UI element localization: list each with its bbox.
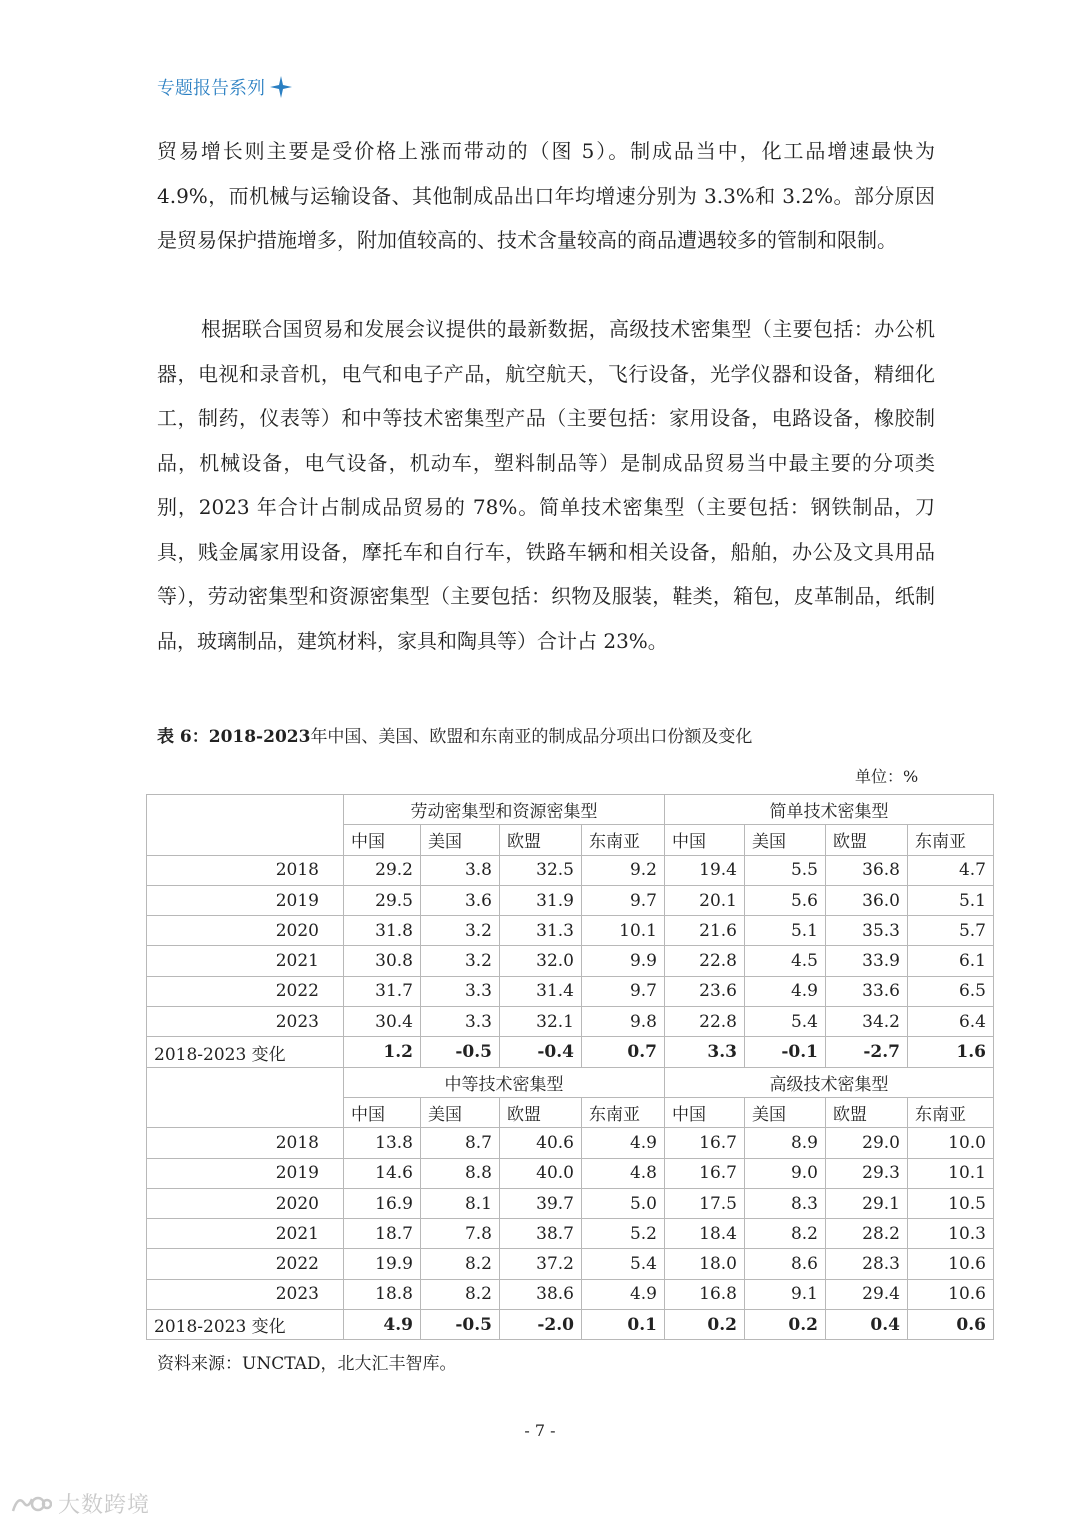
table-value-cell: 9.2 [582, 855, 665, 885]
table-value-cell: 33.6 [826, 976, 908, 1006]
table-group-header: 简单技术密集型 [665, 795, 994, 825]
table-value-cell: 9.7 [582, 885, 665, 915]
table-change-value: -2.7 [826, 1037, 908, 1067]
table-change-value: -0.1 [745, 1037, 826, 1067]
table-value-cell: 30.4 [344, 1007, 421, 1037]
table-value-cell: 4.8 [582, 1158, 665, 1188]
table-group-header: 中等技术密集型 [344, 1067, 665, 1097]
table-value-cell: 38.6 [500, 1279, 582, 1309]
table-value-cell: 5.4 [582, 1249, 665, 1279]
table-row [147, 916, 994, 946]
table-region-header: 中国 [344, 1097, 421, 1127]
table-value-cell: 40.0 [500, 1158, 582, 1188]
table-value-cell: 21.6 [665, 916, 745, 946]
table-value-cell: 4.9 [582, 1279, 665, 1309]
table-change-value: 0.2 [745, 1310, 826, 1340]
table-value-cell: 8.3 [745, 1188, 826, 1218]
series-title: 专题报告系列 [157, 78, 265, 99]
table-corner-cell [147, 825, 344, 855]
table-value-cell: 8.6 [745, 1249, 826, 1279]
table-value-cell: 5.6 [745, 885, 826, 915]
table-year-cell: 2018 [147, 1128, 344, 1158]
table-change-value: 0.4 [826, 1310, 908, 1340]
table-region-header: 欧盟 [500, 825, 582, 855]
table-value-cell: 28.3 [826, 1249, 908, 1279]
table-value-cell: 18.4 [665, 1219, 745, 1249]
table-value-cell: 38.7 [500, 1219, 582, 1249]
table-value-cell: 14.6 [344, 1158, 421, 1188]
table-year-cell: 2019 [147, 885, 344, 915]
table-row [147, 855, 994, 885]
table-value-cell: 8.2 [421, 1279, 500, 1309]
table-value-cell: 19.9 [344, 1249, 421, 1279]
table-value-cell: 13.8 [344, 1128, 421, 1158]
table-region-header: 美国 [421, 1097, 500, 1127]
table-row [147, 885, 994, 915]
table-row [147, 1219, 994, 1249]
report-series-header [157, 74, 293, 100]
table-region-header-row [147, 825, 994, 855]
table-value-cell: 5.1 [908, 885, 994, 915]
table-value-cell: 16.9 [344, 1188, 421, 1218]
table-value-cell: 36.8 [826, 855, 908, 885]
table-value-cell: 28.2 [826, 1219, 908, 1249]
table-value-cell: 33.9 [826, 946, 908, 976]
table-region-header: 欧盟 [500, 1097, 582, 1127]
table-region-header: 欧盟 [826, 1097, 908, 1127]
table-value-cell: 6.1 [908, 946, 994, 976]
table-value-cell: 8.2 [745, 1219, 826, 1249]
table-change-value: 0.6 [908, 1310, 994, 1340]
table-value-cell: 30.8 [344, 946, 421, 976]
table-region-header: 美国 [745, 825, 826, 855]
table-row [147, 1249, 994, 1279]
table-row [147, 1279, 994, 1309]
watermark-text: 大数跨境 [58, 1493, 151, 1518]
table-value-cell: 8.2 [421, 1249, 500, 1279]
table-value-cell: 22.8 [665, 946, 745, 976]
table-value-cell: 3.2 [421, 946, 500, 976]
table-region-header: 美国 [421, 825, 500, 855]
table-group-header: 劳动密集型和资源密集型 [344, 795, 665, 825]
table-value-cell: 3.3 [421, 976, 500, 1006]
table-value-cell: 34.2 [826, 1007, 908, 1037]
body-paragraph-2: 根据联合国贸易和发展会议提供的最新数据，高级技术密集型（主要包括：办公机器，电视和录音机，电气和电子产品，航空航天，飞行设备，光学仪器和设备，精细化工，制药，仪表等）和中等技术密集型产品（主要包括：家用设备，电路设备，橡胶制品，机械设备，电气设备，机动车，塑料制品等）是制成品贸易当中最主要的分项类别，2023 年合计占制成品贸易的 78%。简单技术密集型（主要包括：钢铁制品，刀具，贱金属家用设备，摩托车和自行车，铁路车辆和相关设备，船舶，办公及文具用品等），劳动密集型和资源密集型（主要包括：织物及服装，鞋类，箱包，皮革制品，纸制品，玻璃制品，建筑材料，家具和陶具等）合计占 23%。 [157, 317, 935, 653]
table-value-cell: 5.1 [745, 916, 826, 946]
table-change-row [147, 1037, 994, 1067]
table-value-cell: 3.3 [421, 1007, 500, 1037]
table-change-value: -0.5 [421, 1310, 500, 1340]
table-value-cell: 4.5 [745, 946, 826, 976]
watermark-logo-icon [10, 1491, 52, 1517]
table-corner-cell [147, 795, 344, 825]
table-year-cell: 2020 [147, 1188, 344, 1218]
table-value-cell: 29.3 [826, 1158, 908, 1188]
table-year-cell: 2018 [147, 855, 344, 885]
table-row [147, 1158, 994, 1188]
table-value-cell: 4.9 [745, 976, 826, 1006]
table-value-cell: 8.8 [421, 1158, 500, 1188]
table-value-cell: 18.7 [344, 1219, 421, 1249]
table-value-cell: 23.6 [665, 976, 745, 1006]
table-value-cell: 3.6 [421, 885, 500, 915]
table-change-value: 4.9 [344, 1310, 421, 1340]
table-region-header: 中国 [344, 825, 421, 855]
body-paragraph-1: 贸易增长则主要是受价格上涨而带动的（图 5）。制成品当中，化工品增速最快为 4.9%，而机械与运输设备、其他制成品出口年均增速分别为 3.3%和 3.2%。部分原因是贸易保护措施增多，附加值较高的、技术含量较高的商品遭遇较多的管制和限制。 [157, 139, 935, 252]
table-value-cell: 32.1 [500, 1007, 582, 1037]
table-value-cell: 20.1 [665, 885, 745, 915]
export-share-table [146, 794, 994, 1340]
table-value-cell: 10.5 [908, 1188, 994, 1218]
table-value-cell: 29.0 [826, 1128, 908, 1158]
table-value-cell: 31.8 [344, 916, 421, 946]
table-value-cell: 5.4 [745, 1007, 826, 1037]
table-value-cell: 8.9 [745, 1128, 826, 1158]
table-value-cell: 18.8 [344, 1279, 421, 1309]
table-value-cell: 16.7 [665, 1128, 745, 1158]
table-row [147, 1128, 994, 1158]
table-value-cell: 3.2 [421, 916, 500, 946]
watermark [10, 1488, 150, 1519]
table-value-cell: 8.7 [421, 1128, 500, 1158]
table-row [147, 1188, 994, 1218]
table-change-value: 0.1 [582, 1310, 665, 1340]
table-value-cell: 35.3 [826, 916, 908, 946]
table-region-header: 东南亚 [908, 825, 994, 855]
table-value-cell: 10.1 [582, 916, 665, 946]
table-source: 资料来源：UNCTAD，北大汇丰智库。 [157, 1354, 457, 1374]
table-value-cell: 32.0 [500, 946, 582, 976]
table-change-value: -2.0 [500, 1310, 582, 1340]
table-change-value: 0.7 [582, 1037, 665, 1067]
table-value-cell: 4.9 [582, 1128, 665, 1158]
table-value-cell: 40.6 [500, 1128, 582, 1158]
table-value-cell: 7.8 [421, 1219, 500, 1249]
table-value-cell: 31.7 [344, 976, 421, 1006]
table-region-header: 欧盟 [826, 825, 908, 855]
unit-label: 单位：% [855, 767, 919, 786]
table-value-cell: 5.2 [582, 1219, 665, 1249]
table-caption-label: 表 6：2018-2023 [157, 727, 311, 747]
table-value-cell: 10.6 [908, 1279, 994, 1309]
table-value-cell: 39.7 [500, 1188, 582, 1218]
table-value-cell: 36.0 [826, 885, 908, 915]
table-year-cell: 2023 [147, 1007, 344, 1037]
table-change-value: -0.4 [500, 1037, 582, 1067]
table-change-value: 1.6 [908, 1037, 994, 1067]
table-region-header: 美国 [745, 1097, 826, 1127]
table-region-header: 东南亚 [908, 1097, 994, 1127]
table-group-header-row [147, 1067, 994, 1097]
table-value-cell: 29.4 [826, 1279, 908, 1309]
table-year-cell: 2019 [147, 1158, 344, 1188]
table-value-cell: 5.7 [908, 916, 994, 946]
table-value-cell: 31.3 [500, 916, 582, 946]
table-value-cell: 5.0 [582, 1188, 665, 1218]
table-change-value: 0.2 [665, 1310, 745, 1340]
table-value-cell: 17.5 [665, 1188, 745, 1218]
table-value-cell: 6.4 [908, 1007, 994, 1037]
table-region-header-row [147, 1097, 994, 1127]
table-value-cell: 9.0 [745, 1158, 826, 1188]
table-change-value: -0.5 [421, 1037, 500, 1067]
table-row [147, 1007, 994, 1037]
table-value-cell: 16.8 [665, 1279, 745, 1309]
table-row [147, 976, 994, 1006]
table-value-cell: 8.1 [421, 1188, 500, 1218]
table-caption [157, 722, 752, 747]
table-region-header: 东南亚 [582, 825, 665, 855]
table-corner-cell [147, 1067, 344, 1097]
table-value-cell: 22.8 [665, 1007, 745, 1037]
table-row [147, 946, 994, 976]
table-group-header-row [147, 795, 994, 825]
table-value-cell: 9.7 [582, 976, 665, 1006]
table-year-cell: 2022 [147, 1249, 344, 1279]
table-change-row [147, 1310, 994, 1340]
table-change-value: 1.2 [344, 1037, 421, 1067]
table-year-cell: 2020 [147, 916, 344, 946]
table-value-cell: 29.1 [826, 1188, 908, 1218]
table-value-cell: 29.2 [344, 855, 421, 885]
table-region-header: 中国 [665, 1097, 745, 1127]
sparkle-star-icon [269, 75, 293, 99]
table-value-cell: 31.4 [500, 976, 582, 1006]
table-value-cell: 6.5 [908, 976, 994, 1006]
table-value-cell: 29.5 [344, 885, 421, 915]
table-caption-text: 年中国、美国、欧盟和东南亚的制成品分项出口份额及变化 [310, 727, 753, 747]
table-change-label: 2018-2023 变化 [147, 1310, 344, 1340]
table-year-cell: 2023 [147, 1279, 344, 1309]
table-region-header: 中国 [665, 825, 745, 855]
table-value-cell: 19.4 [665, 855, 745, 885]
table-value-cell: 10.1 [908, 1158, 994, 1188]
table-group-header: 高级技术密集型 [665, 1067, 994, 1097]
table-value-cell: 3.8 [421, 855, 500, 885]
table-change-label: 2018-2023 变化 [147, 1037, 344, 1067]
table-value-cell: 9.9 [582, 946, 665, 976]
table-value-cell: 31.9 [500, 885, 582, 915]
table-year-cell: 2022 [147, 976, 344, 1006]
table-value-cell: 4.7 [908, 855, 994, 885]
table-value-cell: 32.5 [500, 855, 582, 885]
table-value-cell: 18.0 [665, 1249, 745, 1279]
table-value-cell: 10.3 [908, 1219, 994, 1249]
table-value-cell: 10.0 [908, 1128, 994, 1158]
table-value-cell: 16.7 [665, 1158, 745, 1188]
table-year-cell: 2021 [147, 946, 344, 976]
table-value-cell: 5.5 [745, 855, 826, 885]
table-year-cell: 2021 [147, 1219, 344, 1249]
table-value-cell: 10.6 [908, 1249, 994, 1279]
page-number: - 7 - [524, 1421, 556, 1440]
table-value-cell: 9.8 [582, 1007, 665, 1037]
table-change-value: 3.3 [665, 1037, 745, 1067]
table-value-cell: 37.2 [500, 1249, 582, 1279]
table-corner-cell [147, 1097, 344, 1127]
table-region-header: 东南亚 [582, 1097, 665, 1127]
table-value-cell: 9.1 [745, 1279, 826, 1309]
